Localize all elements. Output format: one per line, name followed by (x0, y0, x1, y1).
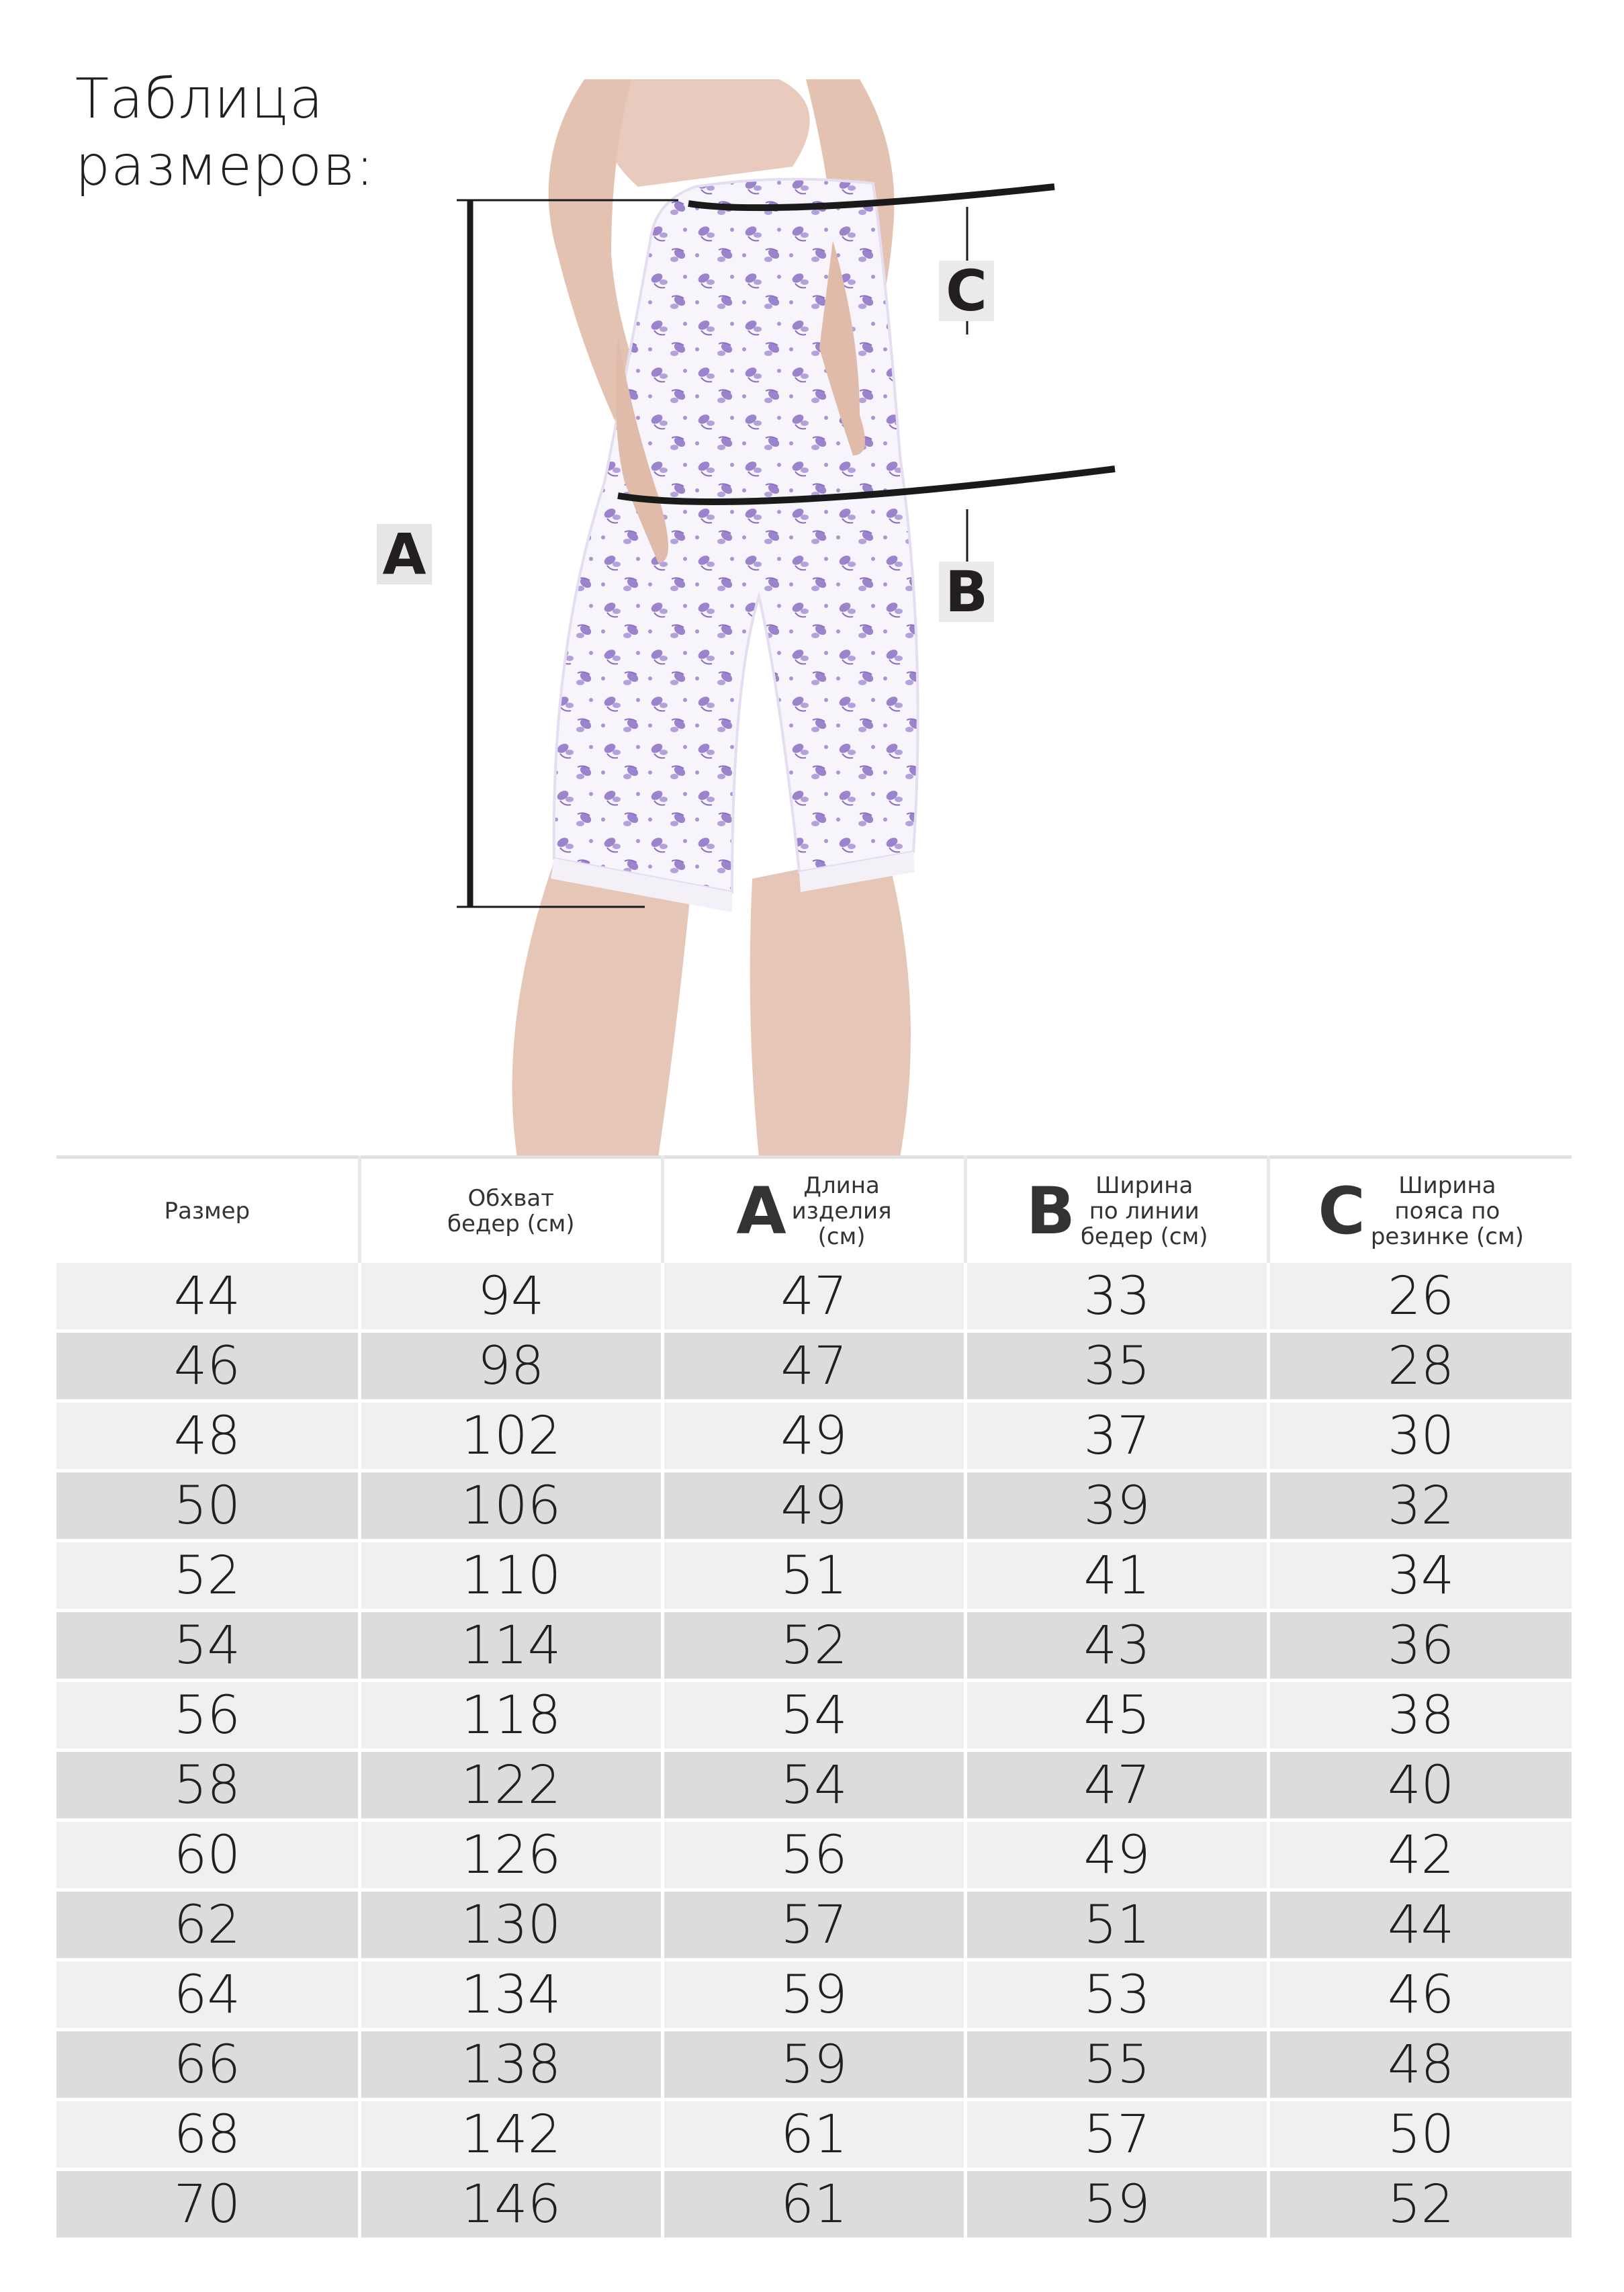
table-cell: 37 (966, 1401, 1269, 1471)
table-row (56, 1960, 1572, 2030)
table-cell: 41 (966, 1541, 1269, 1611)
label-b: B (939, 562, 994, 622)
table-cell: 130 (359, 1890, 662, 1960)
table-row (56, 2030, 1572, 2100)
table-cell: 59 (662, 2030, 965, 2100)
table-cell: 54 (662, 1751, 965, 1820)
label-c: C (939, 261, 994, 321)
table-cell: 54 (662, 1681, 965, 1751)
table-cell: 30 (1269, 1401, 1572, 1471)
table-cell: 56 (56, 1681, 359, 1751)
table-cell: 102 (359, 1401, 662, 1471)
table-cell: 134 (359, 1960, 662, 2030)
table-row (56, 1401, 1572, 1471)
table-cell: 34 (1269, 1541, 1572, 1611)
table-cell: 28 (1269, 1331, 1572, 1401)
product-photo-diagram (457, 79, 1236, 1157)
table-cell: 50 (1269, 2100, 1572, 2170)
table-cell: 53 (966, 1960, 1269, 2030)
table-cell: 70 (56, 2170, 359, 2240)
table-cell: 49 (662, 1401, 965, 1471)
table-cell: 126 (359, 1820, 662, 1890)
table-row (56, 1331, 1572, 1401)
label-a: A (377, 524, 432, 584)
table-cell: 138 (359, 2030, 662, 2100)
table-cell: 46 (1269, 1960, 1572, 2030)
torso (597, 79, 810, 187)
table-cell: 122 (359, 1751, 662, 1820)
table-cell: 49 (966, 1820, 1269, 1890)
table-row (56, 1751, 1572, 1820)
page-title (75, 66, 375, 200)
table-row (56, 1890, 1572, 1960)
table-cell: 64 (56, 1960, 359, 2030)
table-cell: 52 (1269, 2170, 1572, 2240)
table-cell: 36 (1269, 1611, 1572, 1681)
table-row (56, 2170, 1572, 2240)
table-cell: 42 (1269, 1820, 1572, 1890)
table-cell: 118 (359, 1681, 662, 1751)
table-cell: 48 (1269, 2030, 1572, 2100)
table-cell: 142 (359, 2100, 662, 2170)
table-cell: 60 (56, 1820, 359, 1890)
table-cell: 59 (966, 2170, 1269, 2240)
table-cell: 51 (966, 1890, 1269, 1960)
table-cell: 47 (662, 1331, 965, 1401)
table-row (56, 1471, 1572, 1541)
table-cell: 35 (966, 1331, 1269, 1401)
table-cell: 55 (966, 2030, 1269, 2100)
table-cell: 66 (56, 2030, 359, 2100)
table-cell: 40 (1269, 1751, 1572, 1820)
table-cell: 62 (56, 1890, 359, 1960)
table-cell: 106 (359, 1471, 662, 1541)
table-cell: 61 (662, 2100, 965, 2170)
right-leg (750, 852, 911, 1157)
table-cell: 45 (966, 1681, 1269, 1751)
title-line-2: размеров: (75, 134, 375, 198)
table-cell: 32 (1269, 1471, 1572, 1541)
table-row (56, 1263, 1572, 1331)
table-cell: 47 (966, 1751, 1269, 1820)
table-header-row (56, 1157, 1572, 1264)
table-row (56, 1820, 1572, 1890)
table-cell: 39 (966, 1471, 1269, 1541)
table-cell: 46 (56, 1331, 359, 1401)
table-cell: 51 (662, 1541, 965, 1611)
table-cell: 56 (662, 1820, 965, 1890)
table-row (56, 1611, 1572, 1681)
table-cell: 44 (56, 1263, 359, 1331)
table-cell: 59 (662, 1960, 965, 2030)
table-row (56, 2100, 1572, 2170)
header-hip-width: B Ширина по линии бедер (см) (966, 1157, 1269, 1264)
table-cell: 98 (359, 1331, 662, 1401)
table-cell: 38 (1269, 1681, 1572, 1751)
table-cell: 44 (1269, 1890, 1572, 1960)
table-cell: 114 (359, 1611, 662, 1681)
size-table (56, 1155, 1572, 2241)
table-cell: 57 (966, 2100, 1269, 2170)
table-cell: 58 (56, 1751, 359, 1820)
table-row (56, 1541, 1572, 1611)
table-cell: 57 (662, 1890, 965, 1960)
table-cell: 50 (56, 1471, 359, 1541)
table-row (56, 1681, 1572, 1751)
header-length: A Длина изделия (см) (662, 1157, 965, 1264)
table-cell: 48 (56, 1401, 359, 1471)
table-cell: 26 (1269, 1263, 1572, 1331)
table-cell: 110 (359, 1541, 662, 1611)
table-cell: 52 (56, 1541, 359, 1611)
table-cell: 68 (56, 2100, 359, 2170)
table-cell: 43 (966, 1611, 1269, 1681)
table-cell: 54 (56, 1611, 359, 1681)
table-cell: 146 (359, 2170, 662, 2240)
table-cell: 33 (966, 1263, 1269, 1331)
table-cell: 47 (662, 1263, 965, 1331)
header-size: Размер (56, 1157, 359, 1264)
title-line-1: Таблица (75, 67, 324, 131)
table-cell: 94 (359, 1263, 662, 1331)
table-cell: 49 (662, 1471, 965, 1541)
table-cell: 52 (662, 1611, 965, 1681)
table-cell: 61 (662, 2170, 965, 2240)
header-waistband-width: C Ширина пояса по резинке (см) (1269, 1157, 1572, 1264)
header-hip-girth: Обхват бедер (см) (359, 1157, 662, 1264)
